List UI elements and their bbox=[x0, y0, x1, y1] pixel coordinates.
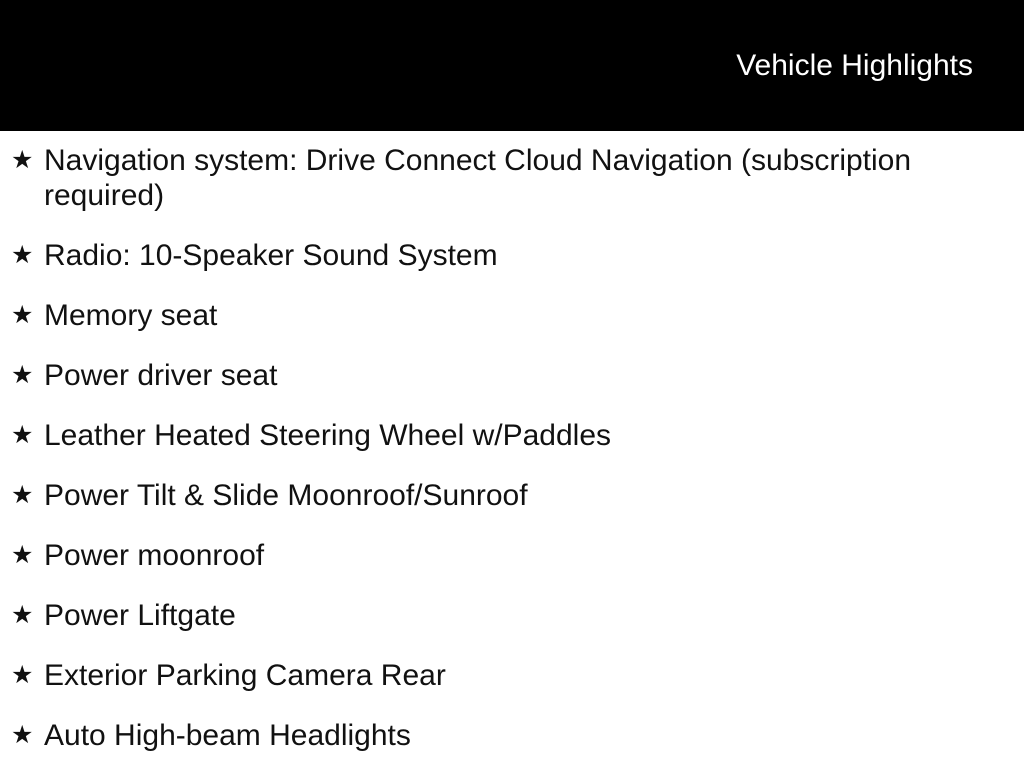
star-icon: ★ bbox=[11, 361, 34, 389]
list-item-text: Leather Heated Steering Wheel w/Paddles bbox=[44, 419, 612, 452]
list-item-text: Navigation system: Drive Connect Cloud Navigation (subscription required) bbox=[44, 144, 912, 212]
list-item bbox=[11, 238, 974, 273]
star-icon: ★ bbox=[11, 241, 34, 269]
vehicle-highlights-list bbox=[0, 131, 1024, 753]
list-item-text: Power Tilt & Slide Moonroof/Sunroof bbox=[44, 479, 528, 512]
list-item bbox=[11, 478, 974, 513]
list-item bbox=[11, 298, 974, 333]
list-item bbox=[11, 718, 974, 753]
list-item-text: Memory seat bbox=[44, 299, 218, 332]
list-item bbox=[11, 598, 974, 633]
star-icon: ★ bbox=[11, 421, 34, 449]
list-item bbox=[11, 538, 974, 573]
star-icon: ★ bbox=[11, 601, 34, 629]
star-icon: ★ bbox=[11, 541, 34, 569]
star-icon: ★ bbox=[11, 661, 34, 689]
list-item bbox=[11, 658, 974, 693]
list-item-text: Exterior Parking Camera Rear bbox=[44, 659, 446, 692]
star-icon: ★ bbox=[11, 721, 34, 749]
vehicle-highlights-header bbox=[0, 0, 1024, 131]
list-item bbox=[11, 418, 974, 453]
star-icon: ★ bbox=[11, 146, 34, 174]
star-icon: ★ bbox=[11, 481, 34, 509]
list-item-text: Auto High-beam Headlights bbox=[44, 719, 411, 752]
star-icon: ★ bbox=[11, 301, 34, 329]
list-item bbox=[11, 358, 974, 393]
list-item-text: Power driver seat bbox=[44, 359, 278, 392]
list-item-text: Power Liftgate bbox=[44, 599, 236, 632]
page-title: Vehicle Highlights bbox=[736, 49, 973, 82]
list-item-text: Power moonroof bbox=[44, 539, 265, 572]
list-item-text: Radio: 10-Speaker Sound System bbox=[44, 239, 498, 272]
list-item bbox=[11, 143, 974, 213]
